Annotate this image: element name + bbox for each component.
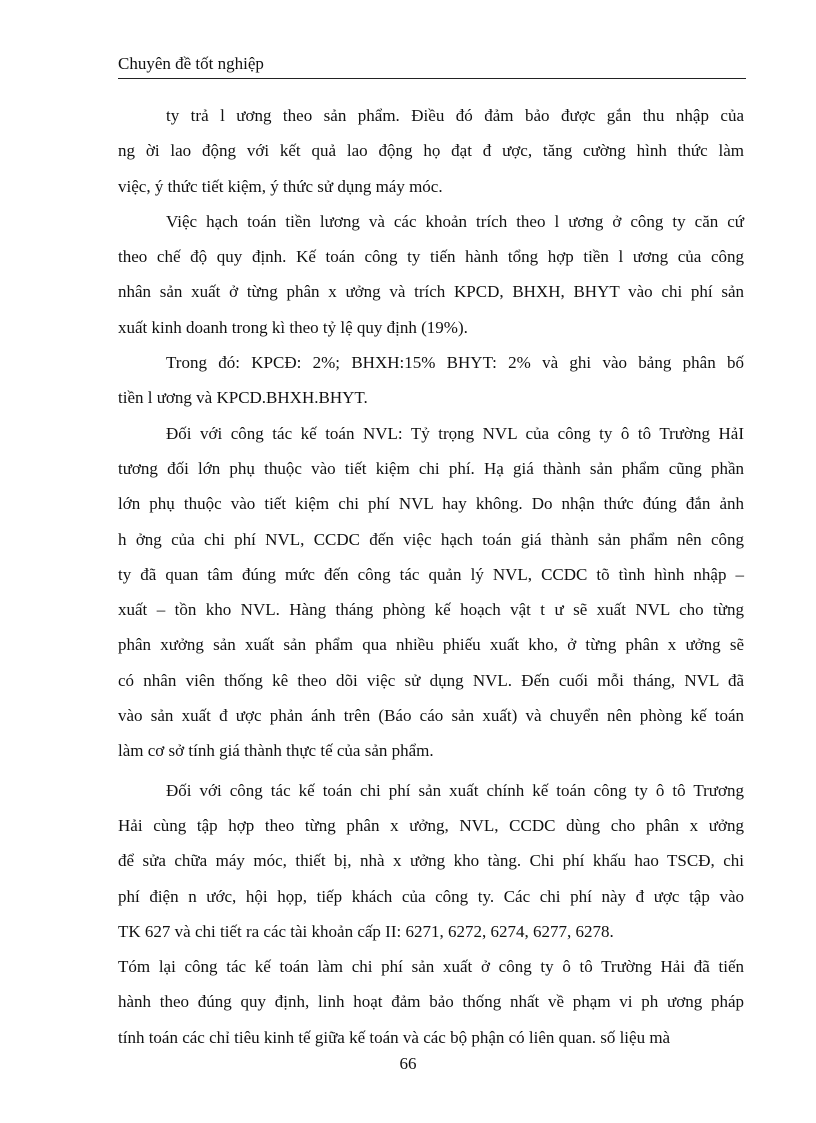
text-line: ty đã quan tâm đúng mức đến công tác quản lý NVL, CCDC tõ tình hình nhập – <box>118 564 744 584</box>
text-line: tính toán các chỉ tiêu kinh tế giữa kế toán và các bộ phận có liên quan. số liệu mà <box>118 1027 671 1047</box>
paragraph <box>118 101 744 207</box>
text-line: nhân sản xuất ở từng phân x ưởng và trích KPCD, BHXH, BHYT vào chi phí sản <box>118 282 744 302</box>
paragraph <box>118 419 744 772</box>
text-line: việc, ý thức tiết kiệm, ý thức sử dụng máy móc. <box>118 176 443 196</box>
text-line: tương đối lớn phụ thuộc vào tiết kiệm chi phí. Hạ giá thành sản phẩm cũng phần <box>118 458 744 478</box>
text-line: có nhân viên thống kê theo dõi việc sử dụng NVL. Đến cuối mỗi tháng, NVL đã <box>118 670 744 690</box>
text-line: làm cơ sở tính giá thành thực tế của sản phẩm. <box>118 741 434 761</box>
text-line: ng ời lao động với kết quả lao động họ đạt đ ược, tăng cường hình thức làm <box>118 141 744 161</box>
text-line: hành theo đúng quy định, linh hoạt đảm bảo thống nhất về phạm vi ph ương pháp <box>118 992 744 1012</box>
text-line: để sửa chữa máy móc, thiết bị, nhà x ưởng kho tàng. Chi phí khấu hao TSCĐ, chi <box>118 851 744 871</box>
body-text <box>118 101 744 1058</box>
page-header <box>118 52 746 79</box>
paragraph <box>118 207 744 348</box>
text-line: Đối với công tác kế toán NVL: Tỷ trọng NVL của công ty ô tô Trường HảI <box>166 423 744 443</box>
text-line: xuất kinh doanh trong kì theo tỷ lệ quy định (19%). <box>118 317 468 337</box>
text-line: Trong đó: KPCĐ: 2%; BHXH:15% BHYT: 2% và ghi vào bảng phân bố <box>166 353 744 373</box>
text-line: ty trả l ương theo sản phẩm. Điều đó đảm bảo được gắn thu nhập của <box>166 106 744 125</box>
paragraph <box>118 952 744 1058</box>
paragraph <box>118 348 744 419</box>
paragraph <box>118 776 744 952</box>
text-line: vào sản xuất đ ược phản ánh trên (Báo cáo sản xuất) và chuyển nên phòng kế toán <box>118 706 744 726</box>
text-line: xuất – tồn kho NVL. Hàng tháng phòng kế hoạch vật t ư sẽ xuất NVL cho từng <box>118 600 744 620</box>
text-line: phân xưởng sản xuất sản phẩm qua nhiều phiếu xuất kho, ở từng phân x ưởng sẽ <box>118 635 744 655</box>
text-line: Việc hạch toán tiền lương và các khoản trích theo l ương ở công ty căn cứ <box>166 211 744 231</box>
text-line: h ởng của chi phí NVL, CCDC đến việc hạch toán giá thành sản phẩm nên công <box>118 529 744 549</box>
text-line: tiền l ương và KPCD.BHXH.BHYT. <box>118 388 368 408</box>
text-line: phí điện n ước, hội họp, tiếp khách của công ty. Các chi phí này đ ược tập vào <box>118 886 744 906</box>
page-number: 66 <box>399 1054 417 1073</box>
text-line: Tóm lại công tác kế toán làm chi phí sản xuất ở công ty ô tô Trường Hải đã tiến <box>118 957 744 977</box>
text-line: TK 627 và chi tiết ra các tài khoản cấp II: 6271, 6272, 6274, 6277, 6278. <box>118 921 614 941</box>
text-line: Đối với công tác kế toán chi phí sản xuất chính kế toán công ty ô tô Trương <box>166 780 744 800</box>
text-line: lớn phụ thuộc vào tiết kiệm chi phí NVL hay không. Do nhận thức đúng đắn ảnh <box>118 494 744 514</box>
text-line: theo chế độ quy định. Kế toán công ty tiến hành tổng hợp tiền l ương của công <box>118 247 744 267</box>
text-line: Hải cùng tập hợp theo từng phân x ưởng, NVL, CCDC dùng cho phân x ưởng <box>118 815 744 835</box>
header-title: Chuyên đề tốt nghiệp <box>118 54 264 73</box>
